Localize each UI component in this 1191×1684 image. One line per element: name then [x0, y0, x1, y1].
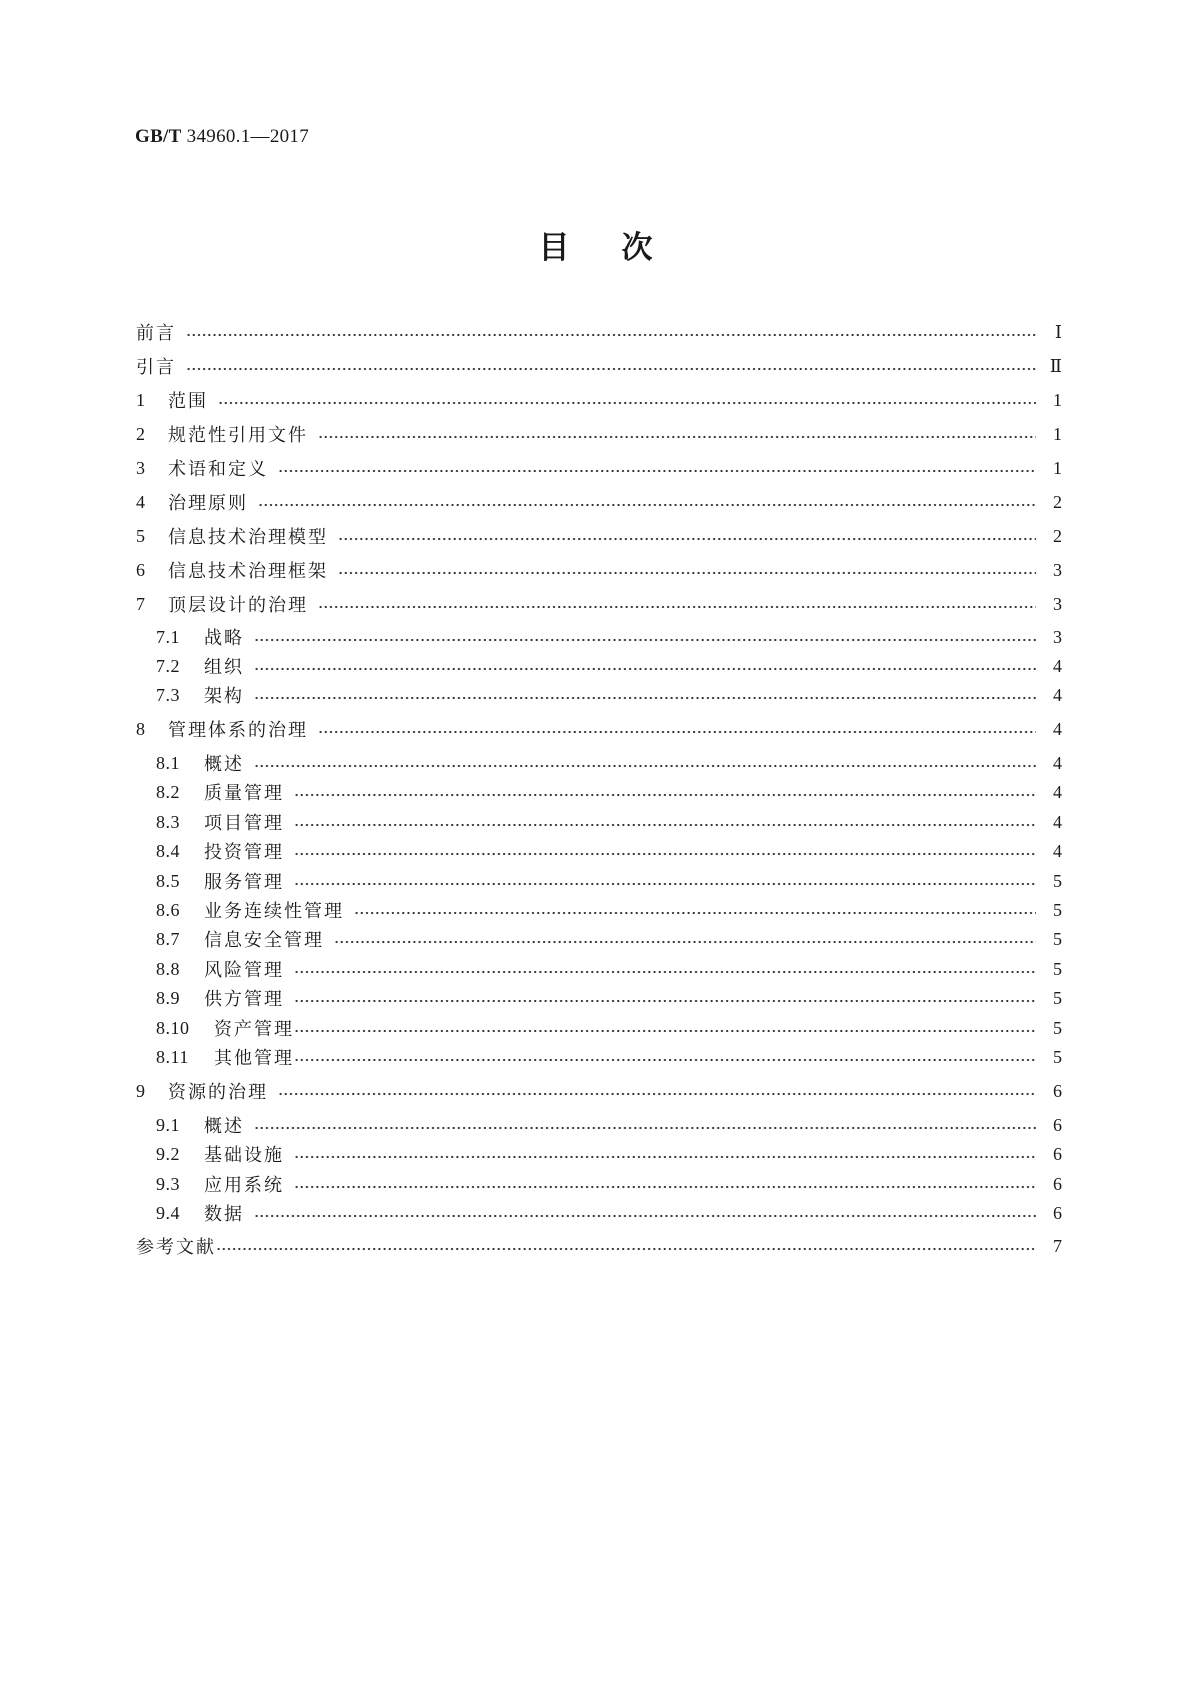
- toc-entry-title: 管理体系的治理: [168, 720, 308, 741]
- toc-entry-title: 信息安全管理: [204, 930, 324, 951]
- dot-leader: [186, 366, 1036, 372]
- toc-entry-number: 8.11: [156, 1046, 189, 1067]
- toc-entry-page: 6: [1053, 1202, 1062, 1223]
- document-code: [135, 126, 309, 148]
- toc-entry-page: 2: [1053, 491, 1062, 512]
- toc-entry-8-11[interactable]: [156, 1044, 1062, 1070]
- toc-entry-title: 基础设施: [204, 1145, 284, 1166]
- toc-entry-8[interactable]: [136, 716, 1062, 742]
- toc-entry-number: 1: [136, 389, 146, 410]
- toc-entry-title: 前言: [136, 323, 176, 344]
- toc-entry-9-3[interactable]: [156, 1171, 1062, 1197]
- toc-entry-8-9[interactable]: [156, 985, 1062, 1011]
- dot-leader: [294, 851, 1036, 857]
- toc-entry-page: 4: [1053, 655, 1062, 676]
- toc-entry-number: 8.10: [156, 1017, 190, 1038]
- toc-entry-page: 4: [1053, 684, 1062, 705]
- dot-leader: [254, 666, 1036, 672]
- toc-entry-9-2[interactable]: [156, 1141, 1062, 1167]
- toc-entry-title: 信息技术治理模型: [168, 527, 328, 548]
- toc-heading: [0, 222, 1191, 267]
- toc-entry-title: 供方管理: [204, 989, 284, 1010]
- toc-entry-9[interactable]: [136, 1078, 1062, 1104]
- toc-entry-number: 4: [136, 491, 146, 512]
- toc-entry-number: 9.1: [156, 1114, 180, 1135]
- toc-entry-page: 5: [1053, 1017, 1062, 1038]
- toc-entry-number: 8.5: [156, 870, 180, 891]
- toc-entry-8-10[interactable]: [156, 1015, 1062, 1041]
- dot-leader: [334, 939, 1036, 945]
- toc-entry-7[interactable]: [136, 591, 1062, 617]
- toc-entry-title: 信息技术治理框架: [168, 561, 328, 582]
- toc-entry-page: 2: [1053, 525, 1062, 546]
- toc-entry-title: 质量管理: [204, 783, 284, 804]
- toc-entry-page: Ⅰ: [1054, 321, 1062, 342]
- toc-entry-number: 7.2: [156, 655, 180, 676]
- toc-entry-page: 3: [1053, 626, 1062, 647]
- toc-entry-page: 4: [1053, 840, 1062, 861]
- toc-entry-page: 4: [1053, 718, 1062, 739]
- dot-leader: [278, 468, 1036, 474]
- dot-leader: [294, 969, 1036, 975]
- toc-entry-title: 数据: [204, 1204, 244, 1225]
- toc-entry-8-6[interactable]: [156, 897, 1062, 923]
- dot-leader: [318, 434, 1036, 440]
- toc-entry-page: 5: [1053, 870, 1062, 891]
- toc-entry-number: 2: [136, 423, 146, 444]
- toc-entry-title: 其他管理: [214, 1048, 294, 1069]
- toc-entry-3[interactable]: [136, 455, 1062, 481]
- toc-entry-7-2[interactable]: [156, 653, 1062, 679]
- toc-entry-page: 6: [1053, 1080, 1062, 1101]
- dot-leader: [218, 400, 1036, 406]
- dot-leader: [278, 1091, 1036, 1097]
- toc-entry-title: 引言: [136, 357, 176, 378]
- toc-entry-title: 概述: [204, 754, 244, 775]
- toc-entry-introduction[interactable]: [136, 353, 1062, 379]
- toc-entry-title: 架构: [204, 686, 244, 707]
- toc-entry-title: 组织: [204, 657, 244, 678]
- toc-entry-title: 概述: [204, 1116, 244, 1137]
- toc-entry-page: 5: [1053, 1046, 1062, 1067]
- toc-entry-number: 7.3: [156, 684, 180, 705]
- toc-entry-page: 4: [1053, 811, 1062, 832]
- toc-entry-7-1[interactable]: [156, 624, 1062, 650]
- toc-entry-page: 3: [1053, 593, 1062, 614]
- dot-leader: [294, 1184, 1036, 1190]
- dot-leader: [254, 1125, 1036, 1131]
- toc-entry-page: 1: [1053, 389, 1062, 410]
- toc-entry-5[interactable]: [136, 523, 1062, 549]
- toc-entry-number: 8.2: [156, 781, 180, 802]
- dot-leader: [318, 729, 1036, 735]
- document-code-number: 34960.1—2017: [186, 126, 310, 147]
- toc-entry-title: 参考文献: [136, 1237, 216, 1258]
- toc-entry-8-5[interactable]: [156, 868, 1062, 894]
- toc-entry-title: 服务管理: [204, 872, 284, 893]
- toc-entry-page: 6: [1053, 1143, 1062, 1164]
- toc-entry-8-8[interactable]: [156, 956, 1062, 982]
- dot-leader: [254, 763, 1036, 769]
- toc-entry-8-1[interactable]: [156, 750, 1062, 776]
- toc-entry-number: 8.3: [156, 811, 180, 832]
- toc-entry-title: 顶层设计的治理: [168, 595, 308, 616]
- toc-entry-number: 8.9: [156, 987, 180, 1008]
- toc-entry-number: 6: [136, 559, 146, 580]
- dot-leader: [254, 637, 1036, 643]
- toc-entry-number: 7: [136, 593, 146, 614]
- toc-entry-page: 1: [1053, 423, 1062, 444]
- toc-entry-title: 治理原则: [168, 493, 248, 514]
- toc-entry-number: 9: [136, 1080, 146, 1101]
- toc-entry-page: Ⅱ: [1049, 355, 1062, 376]
- toc-entry-8-3[interactable]: [156, 809, 1062, 835]
- toc-entry-number: 8.8: [156, 958, 180, 979]
- toc-entry-page: 1: [1053, 457, 1062, 478]
- toc-entry-title: 范围: [168, 391, 208, 412]
- toc-entry-title: 风险管理: [204, 960, 284, 981]
- toc-entry-page: 5: [1053, 987, 1062, 1008]
- toc-entry-foreword[interactable]: [136, 319, 1062, 345]
- dot-leader: [294, 881, 1036, 887]
- toc-entry-page: 4: [1053, 752, 1062, 773]
- toc-heading-char-2: 次: [621, 230, 653, 266]
- toc-entry-number: 5: [136, 525, 146, 546]
- toc-entry-title: 战略: [204, 628, 244, 649]
- toc-entry-bibliography[interactable]: [136, 1233, 1062, 1259]
- toc-entry-page: 6: [1053, 1173, 1062, 1194]
- toc-entry-title: 规范性引用文件: [168, 425, 308, 446]
- dot-leader: [294, 998, 1036, 1004]
- toc-entry-page: 3: [1053, 559, 1062, 580]
- toc-entry-title: 术语和定义: [168, 459, 268, 480]
- toc-heading-char-1: 目: [538, 230, 570, 266]
- toc-entry-number: 9.3: [156, 1173, 180, 1194]
- toc-entry-number: 8.7: [156, 928, 180, 949]
- dot-leader: [294, 822, 1036, 828]
- toc-entry-number: 8.1: [156, 752, 180, 773]
- dot-leader: [258, 502, 1036, 508]
- toc-entry-6[interactable]: [136, 557, 1062, 583]
- toc-entry-page: 7: [1053, 1235, 1062, 1256]
- toc-entry-page: 5: [1053, 899, 1062, 920]
- toc-entry-title: 应用系统: [204, 1175, 284, 1196]
- toc-entry-number: 3: [136, 457, 146, 478]
- toc-entry-8-4[interactable]: [156, 838, 1062, 864]
- dot-leader: [186, 332, 1036, 338]
- toc-entry-number: 7.1: [156, 626, 180, 647]
- toc-entry-4[interactable]: [136, 489, 1062, 515]
- dot-leader: [294, 1154, 1036, 1160]
- dot-leader: [294, 1057, 1036, 1063]
- toc-entry-number: 9.2: [156, 1143, 180, 1164]
- toc-entry-number: 8: [136, 718, 146, 739]
- toc-entry-page: 4: [1053, 781, 1062, 802]
- toc-entry-9-4[interactable]: [156, 1200, 1062, 1226]
- dot-leader: [294, 1028, 1036, 1034]
- dot-leader: [216, 1246, 1036, 1252]
- toc-entry-9-1[interactable]: [156, 1112, 1062, 1138]
- toc-entry-page: 5: [1053, 928, 1062, 949]
- dot-leader: [354, 910, 1036, 916]
- document-code-prefix: GB/T: [135, 126, 182, 147]
- toc-entry-number: 9.4: [156, 1202, 180, 1223]
- toc-entry-title: 投资管理: [204, 842, 284, 863]
- toc-entry-8-7[interactable]: [156, 926, 1062, 952]
- dot-leader: [338, 570, 1036, 576]
- toc-entry-1[interactable]: [136, 387, 1062, 413]
- toc-entry-2[interactable]: [136, 421, 1062, 447]
- dot-leader: [254, 1213, 1036, 1219]
- toc-entry-8-2[interactable]: [156, 779, 1062, 805]
- dot-leader: [294, 792, 1036, 798]
- toc-entry-page: 5: [1053, 958, 1062, 979]
- toc-entry-number: 8.4: [156, 840, 180, 861]
- toc-entry-title: 业务连续性管理: [204, 901, 344, 922]
- dot-leader: [338, 536, 1036, 542]
- toc-entry-number: 8.6: [156, 899, 180, 920]
- toc-entry-7-3[interactable]: [156, 682, 1062, 708]
- dot-leader: [318, 604, 1036, 610]
- toc-entry-page: 6: [1053, 1114, 1062, 1135]
- toc-entry-title: 项目管理: [204, 813, 284, 834]
- toc-entry-title: 资产管理: [214, 1019, 294, 1040]
- toc-entry-title: 资源的治理: [168, 1082, 268, 1103]
- dot-leader: [254, 695, 1036, 701]
